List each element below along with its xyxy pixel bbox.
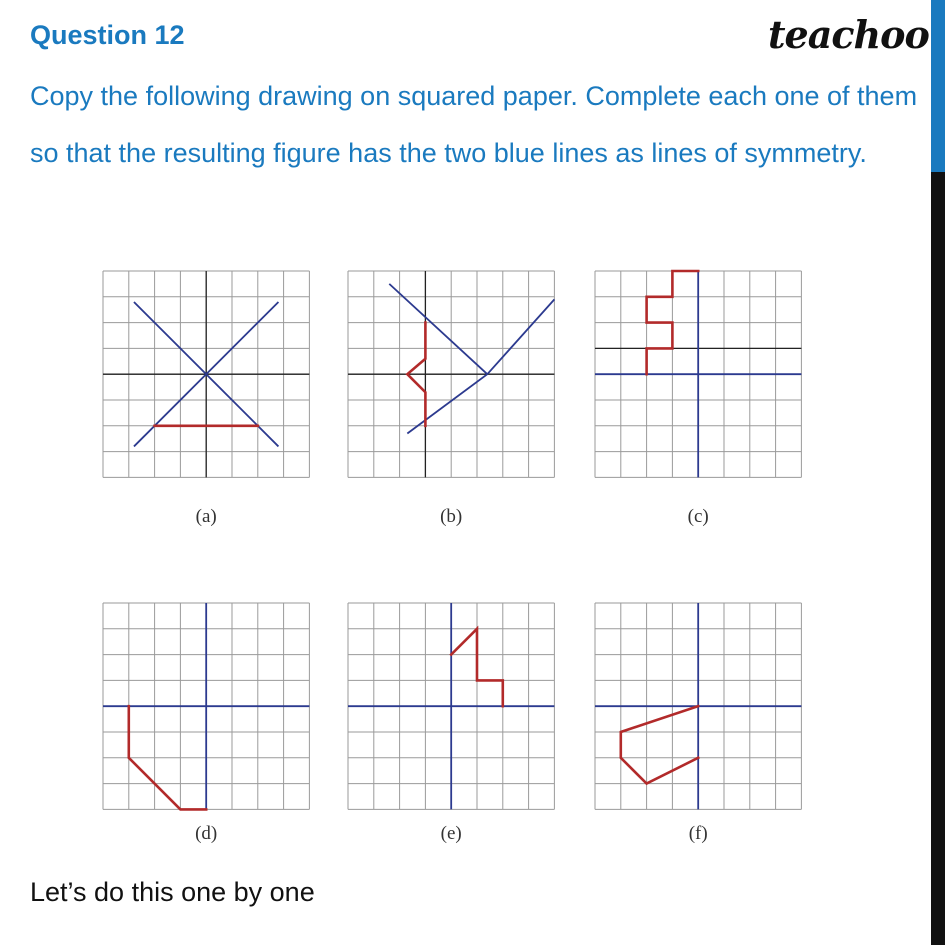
figure-a [103, 271, 309, 477]
figure-caption-b: (b) [440, 506, 463, 527]
figure-caption-c: (c) [687, 506, 709, 527]
teachoo-logo: teachoo [768, 12, 929, 57]
right-edge-accent [931, 0, 945, 172]
figure-caption-a: (a) [195, 506, 217, 527]
figure-caption-e: (e) [440, 823, 462, 844]
figure-caption-d: (d) [195, 823, 218, 844]
figure-d-graphic [103, 603, 309, 809]
figure-b [348, 271, 554, 477]
footer-text: Let’s do this one by one [30, 877, 315, 907]
symmetry-line [389, 284, 487, 374]
figure-e-graphic [348, 603, 554, 809]
figure-f [595, 603, 801, 809]
symmetry-line [487, 299, 554, 374]
figure-b-graphic [348, 271, 554, 477]
question-title: Question 12 [30, 20, 185, 50]
figure-e [348, 603, 554, 809]
symmetry-line [407, 374, 487, 433]
question-text: Copy the following drawing on squared paper. Complete each one of them so that the resulting figure has the two blue lines as lines of symmetry. [30, 81, 918, 168]
figure-caption-f: (f) [688, 823, 708, 844]
figure-f-graphic [595, 603, 801, 809]
figure-c-graphic [595, 271, 801, 477]
red-figure-segment [621, 706, 698, 783]
figure-c [595, 271, 801, 477]
figure-d [103, 603, 309, 809]
figure-a-graphic [103, 271, 309, 477]
